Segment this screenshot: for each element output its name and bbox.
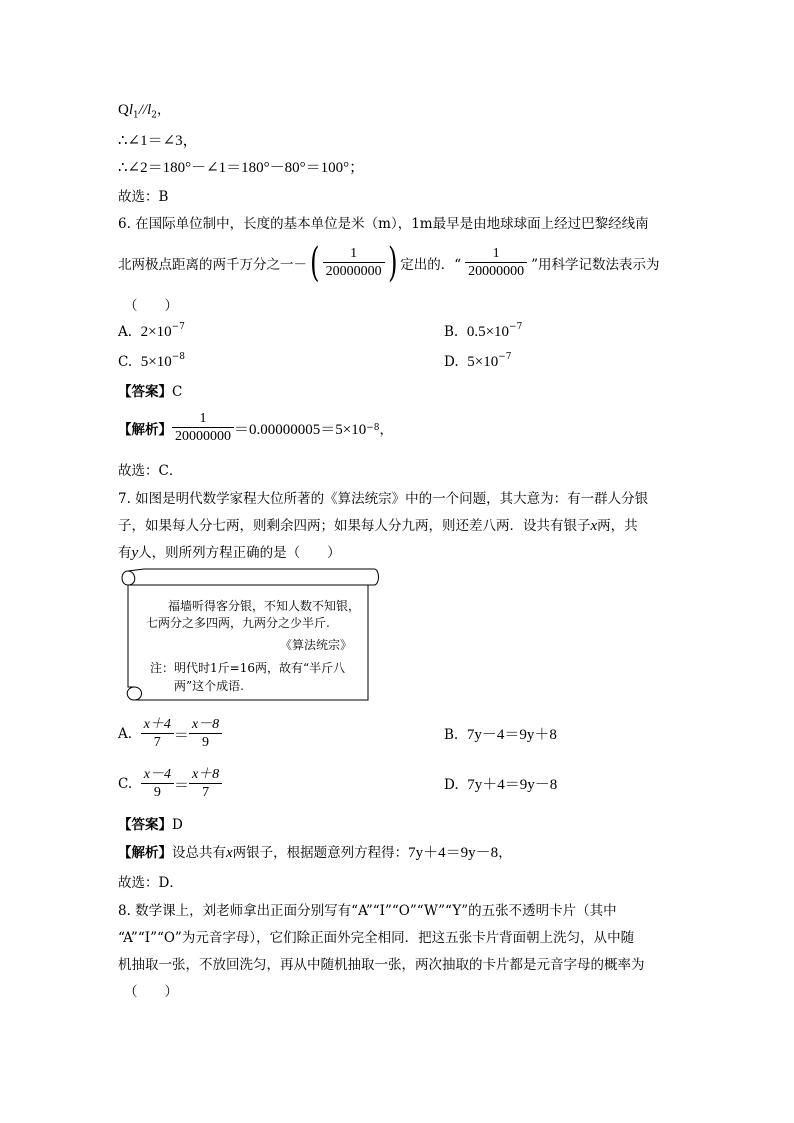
q7-analysis: 【解析】设总共有x两银子，根据题意列方程得：7y＋4＝9y－8， <box>118 845 512 861</box>
scroll-verse-2: 七两分之多四两，九两分之少半斤. <box>146 616 330 630</box>
left-paren: ( <box>310 240 320 286</box>
q6-option-a[interactable]: A. $2\times 10^{-7}$ <box>118 322 185 340</box>
q8-stem-line2: “A”“I”“O”为元音字母），它们除正面外完全相同．把这五张卡片背面朝上洗匀，从中随 <box>118 930 635 946</box>
q8-blank: （ ） <box>124 984 178 1000</box>
q6-fraction: $\frac{1}{20000000}$ <box>323 246 385 280</box>
scroll-source: 《算法统宗》 <box>280 638 353 652</box>
q7-option-b[interactable]: B. 7y－4＝9y＋8 <box>444 727 557 743</box>
q6-option-b[interactable]: B. $0.5\times 10^{-7}$ <box>444 322 523 340</box>
q6-option-d[interactable]: D. $5\times 10^{-7}$ <box>444 352 512 370</box>
q6-stem-line2: 北两极点距离的两千万分之一－ ( $\frac{1}{20000000}$ ) 定出的．“ $\frac{1}{20000000}$ ”用科学记数法表示为 <box>118 240 660 286</box>
q7-option-a[interactable]: A. $\frac{x+4}{7}$ ＝ $\frac{x-8}{9}$ <box>118 713 222 755</box>
q7-stem-line1: 7. 如图是明代数学家程大位所著的《算法统宗》中的一个问题，其大意为：有一群人分银 <box>118 491 649 507</box>
solution-choice: 故选：B <box>118 189 169 205</box>
q6-stem-line1: 6. 在国际单位制中，长度的基本单位是米（m），1m最早是由地球球面上经过巴黎经线南 <box>118 216 649 232</box>
q6-blank: （ ） <box>124 298 178 314</box>
q7-choice: 故选：D． <box>118 875 183 891</box>
q7-a-frac-left: $\frac{x+4}{7}$ <box>141 717 174 751</box>
q7-c-frac-left: $\frac{x-4}{9}$ <box>141 767 174 801</box>
scroll-note-2: 两”这个成语. <box>174 679 244 693</box>
right-paren: ) <box>387 240 398 286</box>
q6-choice: 故选：C． <box>118 463 183 479</box>
q6-option-c[interactable]: C. $5\times 10^{-8}$ <box>118 352 185 370</box>
scroll-note-1: 注：明代时1斤=16两，故有“半斤八 <box>150 661 346 675</box>
q6-analysis-fraction: $\frac{1}{20000000}$ <box>172 411 234 445</box>
q7-c-frac-right: $\frac{x+8}{7}$ <box>189 767 222 801</box>
q6-analysis: 【解析】 $\frac{1}{20000000}$ ＝0.00000005＝5×10 −8 ， <box>118 411 393 444</box>
q7-stem-line2: 子，如果每人分七两，则剩余四两；如果每人分九两，则还差八两．设共有银子x两，共 <box>118 518 638 534</box>
solution-line-angle-calc: ∴∠2＝180°－∠1＝180°－80°＝100°； <box>118 160 365 176</box>
q6-answer: 【答案】C <box>118 384 183 400</box>
scroll-verse-1: 福墙听得客分银，不知人数不知银， <box>168 599 361 613</box>
q7-stem-line3: 有y人，则所列方程正确的是（ ） <box>118 545 341 561</box>
q8-stem-line1: 8. 数学课上，刘老师拿出正面分别写有“A”“I”“O”“W”“Y”的五张不透明卡片（其中 <box>118 903 617 919</box>
solution-line-angle-equal: ∴∠1＝∠3， <box>118 133 198 149</box>
q7-option-c[interactable]: C. $\frac{x-4}{9}$ ＝ $\frac{x+8}{7}$ <box>118 763 222 805</box>
q7-answer: 【答案】D <box>118 817 183 833</box>
q6-fraction-quoted: $\frac{1}{20000000}$ <box>465 246 527 280</box>
q7-option-d[interactable]: D. 7y＋4＝9y－8 <box>444 777 558 793</box>
q8-stem-line3: 机抽取一张，不放回洗匀，再从中随机抽取一张，两次抽取的卡片都是元音字母的概率为 <box>118 957 645 973</box>
q7-a-frac-right: $\frac{x-8}{9}$ <box>189 717 222 751</box>
solution-line-parallel: $Ql_1//l_2$， <box>118 102 171 121</box>
